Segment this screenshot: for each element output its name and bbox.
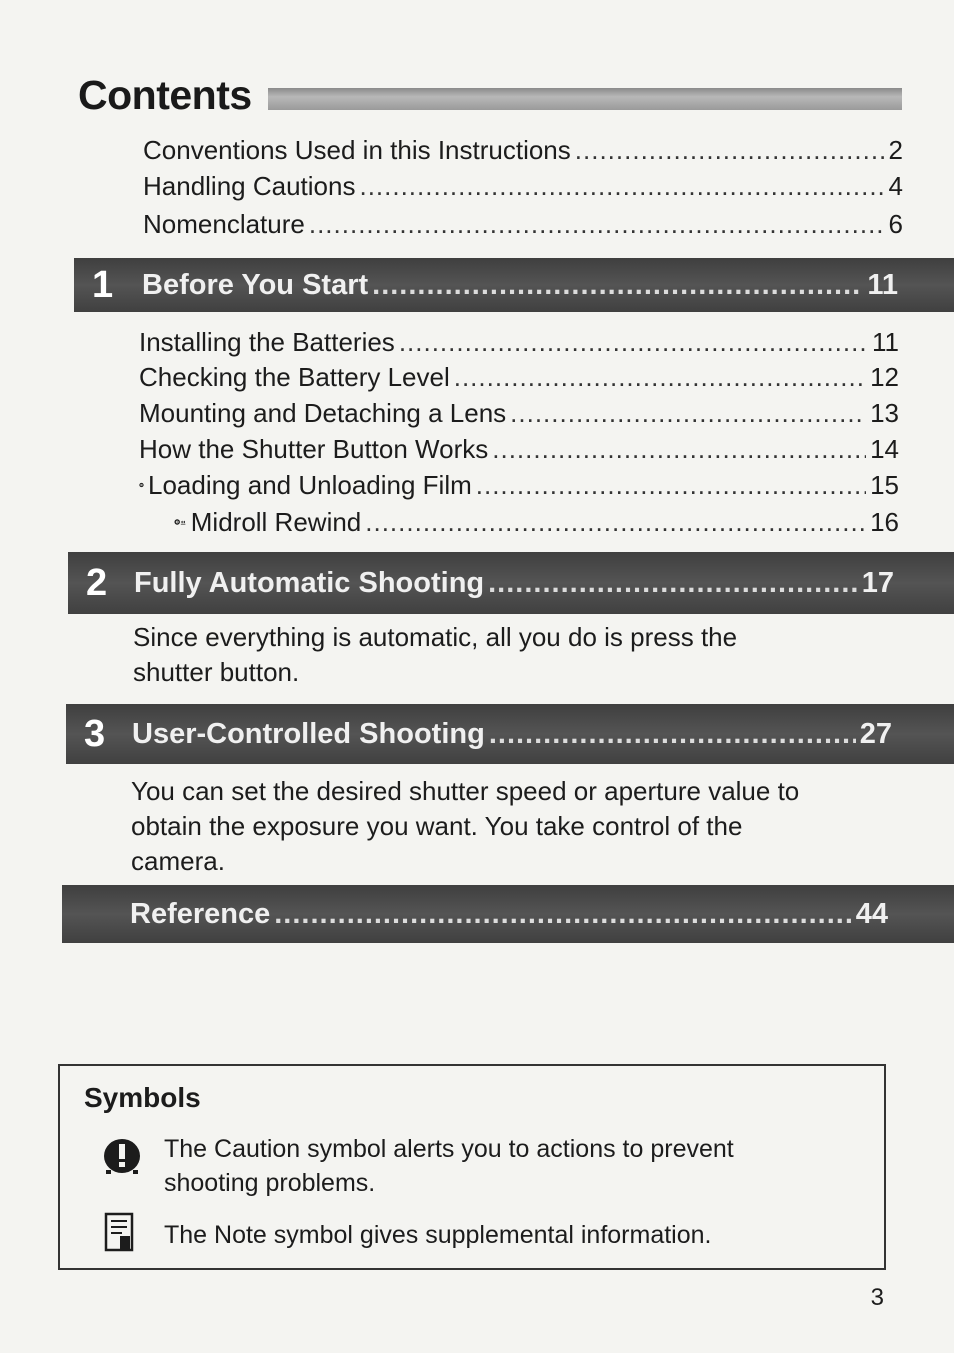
symbols-title: Symbols: [84, 1082, 201, 1113]
symbols-box: [58, 1064, 886, 1270]
section-page: 17: [861, 566, 894, 599]
film-icon: [139, 471, 144, 499]
section-band-reference[interactable]: [62, 885, 954, 943]
page-number: 3: [870, 1284, 884, 1311]
note-row: The Note symbol gives supplemental information.: [100, 1212, 712, 1256]
caution-icon: [100, 1132, 144, 1176]
page-title: Contents: [78, 71, 252, 118]
section-2-description: Since everything is automatic, all you do is press the shutter button.: [133, 622, 738, 687]
section-band-3[interactable]: [66, 704, 954, 764]
section-title: User-Controlled Shooting: [132, 717, 485, 750]
toc-entry-installing-batteries[interactable]: Installing the Batteries ..... 11: [139, 326, 899, 358]
section-number: 1: [92, 263, 114, 306]
toc-entry-conventions[interactable]: Conventions Used in this Instructions ..... 2: [143, 134, 903, 166]
note-icon: [100, 1212, 144, 1256]
toc-entry-loading-film[interactable]: Loading and Unloading Film ..... 15: [139, 469, 899, 501]
section-title: Reference: [130, 897, 271, 930]
section-page: 27: [859, 717, 892, 750]
section-title: Before You Start: [142, 268, 369, 301]
film-rewind-icon: [174, 508, 187, 536]
section-band-1[interactable]: [74, 258, 954, 312]
toc-entry-midroll-rewind[interactable]: Midroll Rewind ..... 16: [174, 506, 899, 538]
caution-row: The Caution symbol alerts you to actions to prevent shooting problems.: [100, 1132, 734, 1200]
section-3-description: You can set the desired shutter speed or aperture value to obtain the exposure you want. You take control of the camera.: [131, 776, 800, 876]
section-band-2[interactable]: [68, 552, 954, 614]
page-title-row: [78, 70, 902, 120]
toc-entry-mounting-lens[interactable]: Mounting and Detaching a Lens ..... 13: [139, 397, 899, 429]
section-number: 2: [86, 561, 108, 604]
toc-entry-battery-level[interactable]: Checking the Battery Level ..... 12: [139, 361, 899, 393]
toc-entry-nomenclature[interactable]: Nomenclature ..... 6: [143, 208, 903, 240]
section-title: Fully Automatic Shooting: [134, 566, 485, 599]
toc-entry-handling-cautions[interactable]: Handling Cautions ..... 4: [143, 170, 903, 202]
section-page: 44: [855, 897, 888, 930]
section-page: 11: [867, 268, 898, 301]
toc-entry-shutter-button[interactable]: How the Shutter Button Works ..... 14: [139, 433, 899, 465]
title-rule: [268, 88, 902, 110]
section-number: 3: [84, 712, 106, 755]
